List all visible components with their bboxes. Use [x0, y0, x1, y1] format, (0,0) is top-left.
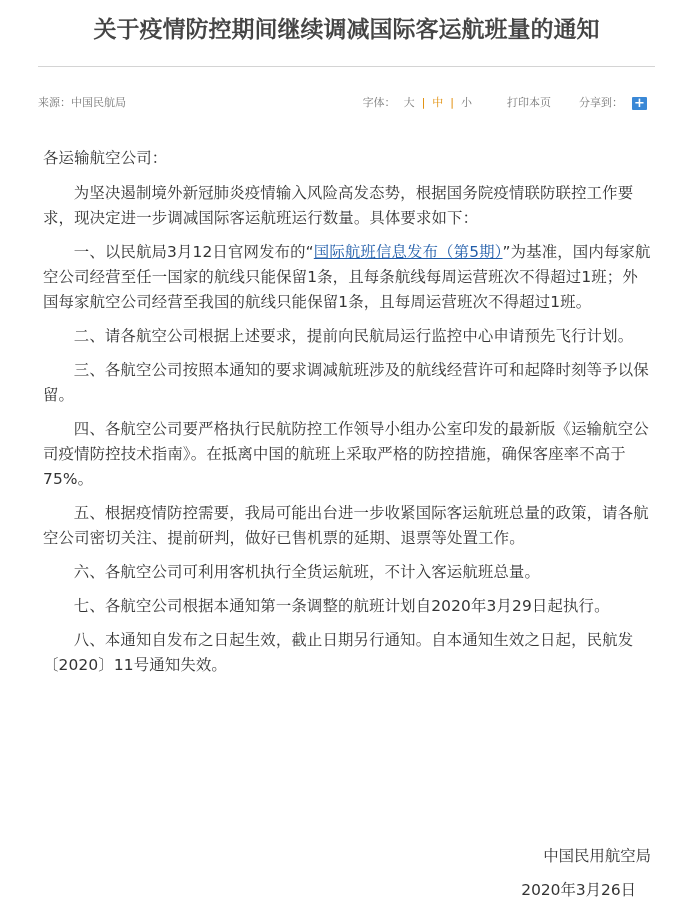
article-meta-bar [38, 94, 655, 112]
paragraph-2: 二、请各航空公司根据上述要求，提前向民航局运行监控中心申请预先飞行计划。 [73, 327, 634, 345]
issue-date: 2020年3月26日 [521, 881, 636, 899]
font-size-large-link[interactable]: 大 [403, 96, 415, 109]
font-size-label: 字体： [362, 96, 396, 109]
paragraph-7: 七、各航空公司根据本通知第一条调整的航班计划自2020年3月29日起执行。 [73, 597, 610, 615]
paragraph-1-text-after: ”为基准，国内每家航空公司经营至任一国家的航线只能保留1条，且每条航线每周运营班次不得超过1班；外国每家航空公司经营至我国的航线只能保留1条，且每周运营班次不得超过1班。 [43, 243, 651, 311]
intro-paragraph: 为坚决遏制境外新冠肺炎疫情输入风险高发态势，根据国务院疫情联防联控工作要求，现决定进一步调减国际客运航班运行数量。具体要求如下： [43, 184, 634, 227]
article-tools [363, 94, 647, 112]
print-page-link[interactable]: 打印本页 [507, 96, 551, 109]
salutation: 各运输航空公司： [43, 149, 168, 167]
paragraph-6: 六、各航空公司可利用客机执行全货运航班，不计入客运航班总量。 [73, 563, 541, 581]
paragraph-5: 五、根据疫情防控需要，我局可能出台进一步收紧国际客运航班总量的政策，请各航空公司密切关注、提前研判，做好已售机票的延期、退票等处置工作。 [43, 504, 649, 547]
font-size-separator: | [450, 96, 454, 109]
title-divider [38, 66, 655, 67]
font-size-medium-link[interactable]: 中 [432, 96, 444, 109]
font-size-separator: | [421, 96, 426, 109]
paragraph-8: 八、本通知自发布之日起生效，截止日期另行通知。自本通知生效之日起，民航发〔2020〕11号通知失效。 [43, 631, 634, 674]
share-label: 分享到： [579, 96, 623, 109]
notice-link[interactable]: 国际航班信息发布（第5期） [313, 243, 503, 261]
paragraph-4: 四、各航空公司要严格执行民航防控工作领导小组办公室印发的最新版《运输航空公司疫情防控技术指南》。在抵离中国的航班上采取严格的防控措施，确保客座率不高于75%。 [43, 420, 649, 488]
paragraph-1-text-before: 一、以民航局3月12日官网发布的“ [73, 243, 314, 261]
paragraph-3: 三、各航空公司按照本通知的要求调减航班涉及的航线经营许可和起降时刻等予以保留。 [43, 361, 649, 404]
issuer-signature: 中国民用航空局 [543, 847, 651, 865]
paragraph-1 [43, 240, 653, 315]
font-size-small-link[interactable]: 小 [461, 96, 472, 109]
page-title: 关于疫情防控期间继续调减国际客运航班量的通知 [93, 17, 600, 43]
source-label: 来源：中国民航局 [38, 96, 126, 109]
article-body [43, 146, 653, 687]
share-plus-icon[interactable]: + [632, 97, 647, 110]
